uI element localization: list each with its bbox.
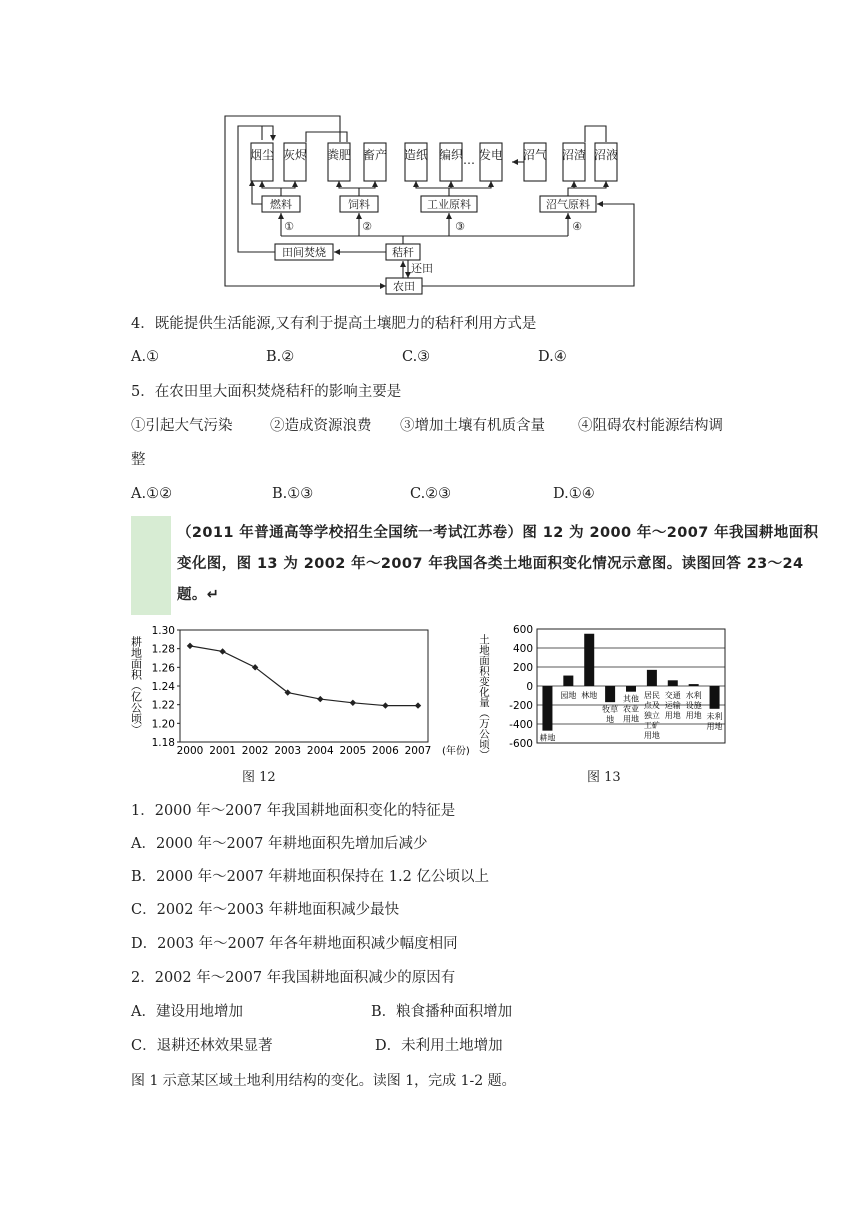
- fig12-xunit: (年份): [442, 746, 470, 757]
- fig12-point: [187, 643, 193, 649]
- fig12-ytick: 1.22: [151, 699, 175, 712]
- fig13-category-label: 林地: [581, 691, 598, 700]
- mid-label-1: 燃料: [270, 198, 292, 211]
- straw-utilization-diagram: [222, 112, 642, 298]
- straw-label: 秸秆: [392, 246, 414, 259]
- q5-statement-4: ④阻碍农村能源结构调: [578, 418, 723, 434]
- fig13-category-label: 农业: [623, 704, 639, 714]
- q2-option-b: B．粮食播种面积增加: [371, 1004, 513, 1020]
- q1-option-a: A．2000 年～2007 年耕地面积先增加后减少: [131, 836, 428, 852]
- q5-option-b: B.①③: [272, 486, 314, 502]
- fig13-bar: [689, 684, 699, 686]
- q4-option-c: C.③: [402, 349, 431, 365]
- fig13-category-label: 地: [606, 715, 615, 725]
- question-2: 2．2002 年～2007 年我国耕地面积减少的原因有: [131, 970, 456, 986]
- q1-option-c: C．2002 年～2003 年耕地面积减少最快: [131, 902, 400, 918]
- fig13-ytick: 600: [512, 624, 533, 636]
- fig13-category-label: 用地: [623, 714, 639, 724]
- fig13-bar: [563, 676, 573, 686]
- fig12-point: [415, 702, 421, 708]
- q2-option-d: D．未利用土地增加: [375, 1038, 503, 1054]
- return-label: 还田: [411, 262, 433, 275]
- fig13-ytick: 200: [512, 662, 533, 674]
- fig12-xtick: 2005: [339, 745, 367, 757]
- field-label: 农田: [393, 280, 415, 293]
- marker-1: ①: [284, 220, 294, 233]
- fig13-category-label: 用地: [643, 731, 660, 740]
- fig12-ytick: 1.26: [151, 662, 175, 675]
- q5-statement-1: ①引起大气污染: [131, 418, 233, 434]
- box-label-3: 粪肥: [326, 148, 352, 162]
- fig13-bar: [710, 686, 720, 709]
- fig12-point: [350, 700, 356, 706]
- box-label-10: 沼渣: [561, 148, 587, 162]
- fig13-category-label: 用地: [685, 711, 702, 720]
- figure-12-caption: 图 12: [242, 770, 276, 785]
- fig12-xtick: 2000: [176, 745, 204, 757]
- fig12-xtick: 2002: [241, 745, 269, 757]
- fig12-xtick: 2001: [209, 745, 236, 757]
- fig13-bar: [542, 686, 552, 731]
- banner-line-3: 题。↵: [177, 587, 220, 603]
- fig13-category-label: 未利: [706, 711, 723, 721]
- fig13-category-label: 牧草: [602, 705, 619, 715]
- box-label-4: 畜产: [362, 148, 388, 162]
- box-label-1: 烟尘: [249, 148, 275, 162]
- mid-label-3: 工业原料: [427, 198, 471, 211]
- banner-line-2: 变化图，图 13 为 2002 年～2007 年我国各类土地面积变化情况示意图。读图回答 23～24: [177, 556, 804, 572]
- q5-statement-2: ②造成资源浪费: [270, 418, 372, 434]
- question-5: 5．在农田里大面积焚烧秸秆的影响主要是: [131, 384, 402, 400]
- fig12-xtick: 2006: [372, 745, 399, 757]
- fig13-ytick: 0: [526, 681, 533, 693]
- fig13-category-label: 水利: [685, 691, 702, 700]
- fig13-category-label: 园地: [560, 691, 577, 700]
- fig12-ylabel: 耕地面积（亿公顷）: [129, 636, 143, 735]
- marker-3: ③: [455, 220, 465, 233]
- fig13-ytick: -400: [509, 719, 533, 731]
- fig13-bar: [584, 634, 594, 686]
- fig13-category-label: 居民: [643, 691, 660, 700]
- fig12-ytick: 1.28: [151, 643, 175, 656]
- fig12-series-line: [190, 646, 418, 706]
- mid-label-2: 饲料: [348, 198, 370, 211]
- fig13-category-label: 交通: [664, 691, 681, 700]
- fig13-category-label: 耕地: [539, 733, 556, 743]
- fig13-category-label: 用地: [664, 711, 681, 720]
- q4-option-a: A.①: [131, 349, 160, 365]
- fig12-xtick: 2007: [404, 745, 432, 757]
- banner-line-1: （2011 年普通高等学校招生全国统一考试江苏卷）图 12 为 2000 年～2007 年我国耕地面积: [177, 525, 819, 541]
- question-4: 4．既能提供生活能源,又有利于提高土壤肥力的秸秆利用方式是: [131, 316, 537, 332]
- fig12-point: [382, 702, 388, 708]
- fig13-category-label: 独立: [643, 711, 660, 720]
- fig12-xtick: 2004: [306, 745, 334, 757]
- marker-2: ②: [362, 220, 372, 233]
- fig13-category-label: 其他: [623, 694, 639, 704]
- fig12-xtick: 2003: [274, 745, 302, 757]
- fig13-category-label: 工矿: [643, 721, 660, 730]
- box-label-11: 沼液: [593, 148, 619, 162]
- figure-13-caption: 图 13: [587, 770, 621, 785]
- q5-option-a: A.①②: [131, 486, 173, 502]
- fig13-category-label: 设施: [685, 701, 702, 710]
- burn-label: 田间焚烧: [282, 246, 326, 259]
- q2-option-a: A．建设用地增加: [131, 1004, 243, 1020]
- q1-option-b: B．2000 年～2007 年耕地面积保持在 1.2 亿公顷以上: [131, 869, 489, 885]
- fig12-point: [219, 648, 225, 654]
- q5-statement-wrap: 整: [131, 452, 146, 468]
- fig13-bar: [605, 686, 615, 702]
- marker-4: ④: [572, 220, 582, 233]
- fig13-bar: [647, 670, 657, 686]
- fig13-ytick: -200: [509, 700, 533, 712]
- box-label-8: 发电: [478, 148, 504, 162]
- fig13-ytick: -600: [509, 738, 533, 750]
- box-label-6: 编织: [438, 148, 464, 162]
- fig12-point: [317, 696, 323, 702]
- fig13-category-label: 用地: [706, 721, 723, 731]
- fig12-ytick: 1.30: [151, 625, 175, 637]
- footer-note: 图 1 示意某区域土地利用结构的变化。读图 1，完成 1-2 题。: [131, 1073, 516, 1089]
- fig12-ytick: 1.20: [151, 718, 175, 731]
- fig12-ytick: 1.24: [151, 681, 175, 693]
- question-1: 1．2000 年～2007 年我国耕地面积变化的特征是: [131, 803, 456, 819]
- fig13-bar: [626, 686, 636, 692]
- q4-option-d: D.④: [538, 349, 567, 365]
- q5-statement-3: ③增加土壤有机质含量: [400, 418, 545, 434]
- q5-option-d: D.①④: [553, 486, 595, 502]
- figure-12-line-chart: [128, 620, 488, 760]
- q2-option-c: C．退耕还林效果显著: [131, 1038, 273, 1054]
- fig13-bar: [668, 680, 678, 686]
- source-banner: [131, 516, 819, 615]
- box-label-7: …: [463, 153, 475, 167]
- mid-label-4: 沼气原料: [546, 198, 590, 211]
- box-label-9: 沼气: [522, 148, 548, 162]
- fig13-ylabel: 土地面积变化量（万公顷）: [478, 634, 490, 760]
- q1-option-d: D．2003 年～2007 年各年耕地面积减少幅度相同: [131, 936, 458, 952]
- fig13-category-label: 运输: [664, 701, 681, 710]
- box-label-2: 灰烬: [282, 148, 308, 162]
- q5-option-c: C.②③: [410, 486, 452, 502]
- fig13-ytick: 400: [512, 643, 533, 655]
- q4-option-b: B.②: [266, 349, 295, 365]
- fig13-category-label: 点及: [643, 701, 660, 710]
- figure-13-bar-chart: [480, 620, 730, 760]
- fig12-ytick: 1.18: [151, 737, 175, 749]
- box-label-5: 造纸: [403, 148, 429, 162]
